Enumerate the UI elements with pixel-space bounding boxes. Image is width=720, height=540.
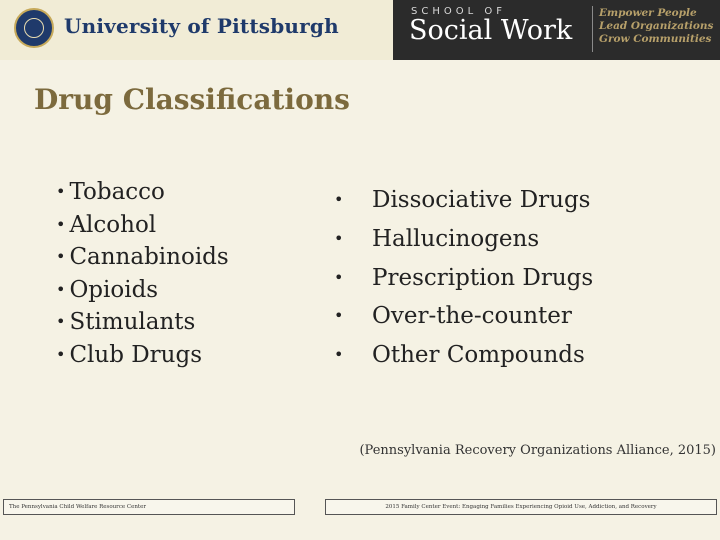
list-item (56, 241, 229, 274)
list-item-label: Club Drugs (69, 341, 203, 368)
list-item (330, 181, 593, 220)
bullet-icon: • (56, 312, 66, 331)
bullet-icon: • (56, 279, 66, 299)
list-item-label: Other Compounds (372, 342, 585, 369)
footer-right: 2015 Family Center Event: Engaging Families Experiencing Opioid Use, Addiction, and Recovery (325, 499, 717, 515)
slide-title: Drug Classifications (34, 83, 350, 116)
bullet-icon: • (334, 345, 344, 365)
list-item-label: Opioids (69, 276, 159, 303)
list-item-label: Dissociative Drugs (372, 187, 591, 213)
bullet-icon: • (334, 306, 344, 326)
university-seal-icon (14, 8, 54, 48)
bullet-icon: • (334, 228, 344, 248)
list-item (330, 259, 593, 298)
list-item-label: Hallucinogens (372, 225, 540, 252)
tagline (599, 7, 713, 46)
list-item-label: Alcohol (69, 211, 157, 238)
school-of-label: SCHOOL OF (411, 6, 506, 17)
bullet-icon: • (334, 267, 344, 287)
list-item-label: Tobacco (69, 179, 165, 205)
list-item (56, 176, 229, 209)
list-item (56, 274, 229, 307)
list-item-label: Prescription Drugs (372, 264, 594, 291)
university-logo-area (0, 0, 393, 60)
bullet-icon: • (56, 214, 66, 234)
header-banner (0, 0, 720, 60)
list-item (56, 339, 229, 372)
citation: (Pennsylvania Recovery Organizations Alliance, 2015) (359, 443, 716, 458)
banner-divider (592, 6, 593, 52)
list-item-label: Stimulants (69, 309, 196, 335)
list-item-label: Over-the-counter (372, 303, 572, 330)
right-classification-list (330, 181, 593, 375)
list-item (330, 336, 593, 375)
bullet-icon: • (56, 182, 66, 201)
university-name: University of Pittsburgh (64, 14, 339, 38)
left-classification-list (56, 176, 229, 371)
list-item (56, 306, 229, 339)
footer-left: The Pennsylvania Child Welfare Resource Center (3, 499, 295, 515)
school-of-social-work-banner (393, 0, 720, 60)
bullet-icon: • (334, 190, 344, 209)
tagline-line-1: Empower People (599, 7, 697, 19)
social-work-label: Social Work (409, 15, 573, 46)
tagline-line-2: Lead Organizations (599, 20, 714, 32)
bullet-icon: • (56, 247, 66, 266)
bullet-icon: • (56, 344, 66, 364)
list-item-label: Cannabinoids (69, 244, 229, 270)
list-item (330, 220, 593, 259)
list-item (56, 209, 229, 242)
tagline-line-3: Grow Communities (599, 33, 712, 45)
list-item (330, 297, 593, 336)
